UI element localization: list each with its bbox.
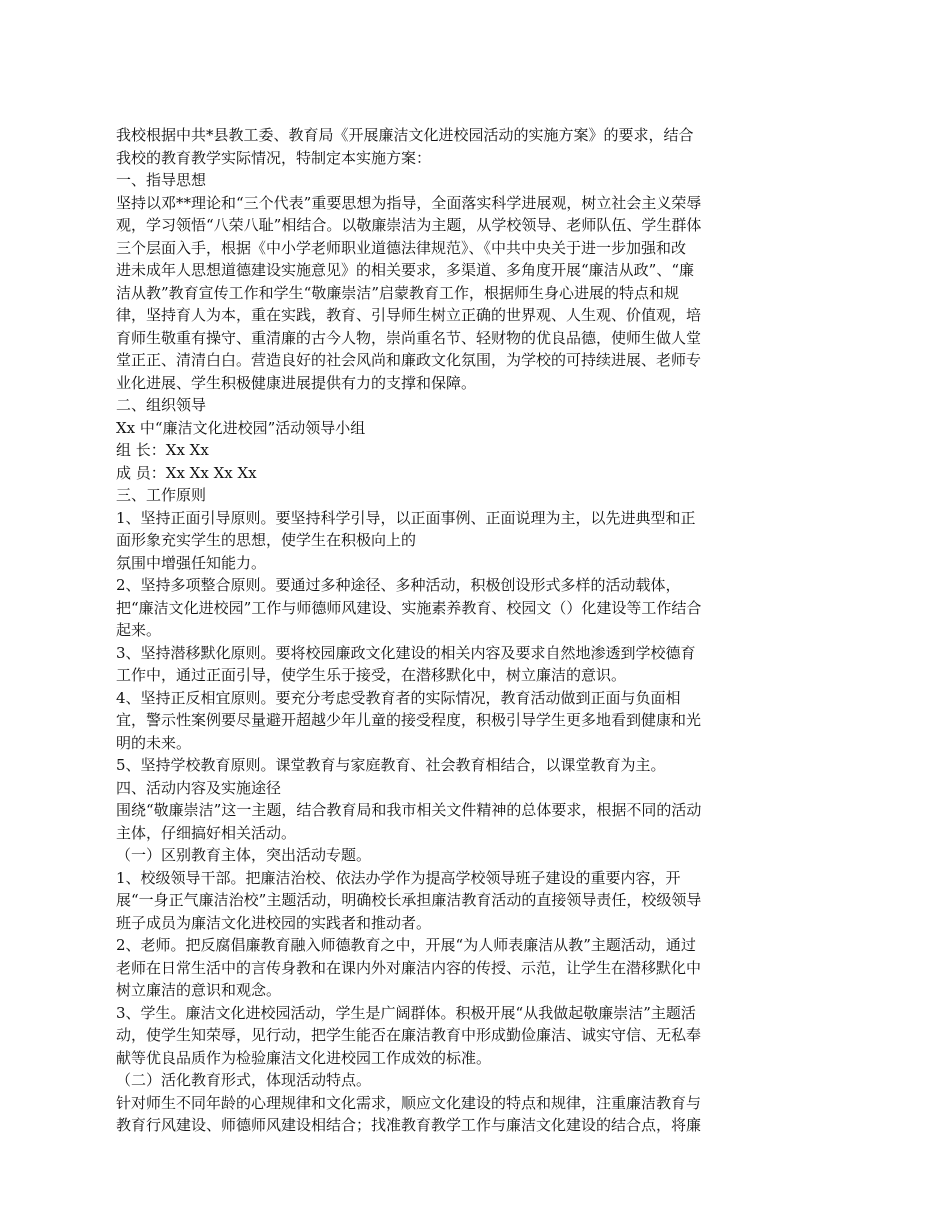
document-line: 明的未来。 bbox=[116, 733, 192, 752]
document-line: 4、坚持正反相宜原则。要充分考虑受教育者的实际情况，教育活动做到正面与负面相 bbox=[116, 688, 681, 707]
document-line: 四、活动内容及实施途径 bbox=[116, 778, 282, 797]
document-line: 宜，警示性案例要尽量避开超越少年儿童的接受程度，积极引导学生更多地看到健康和光 bbox=[116, 711, 702, 729]
document-line: 面形象充实学生的思想，使学生在积极向上的 bbox=[116, 531, 417, 549]
document-line: 5、坚持学校教育原则。课堂教育与家庭教育、社会教育相结合，以课堂教育为主。 bbox=[116, 756, 666, 774]
document-line: 工作中，通过正面引导，使学生乐于接受，在潜移默化中，树立廉洁的意识。 bbox=[116, 666, 627, 684]
document-line: 坚持以邓**理论和“三个代表”重要思想为指导，全面落实科学进展观，树立社会主义荣辱 bbox=[116, 193, 702, 212]
document-line: 2、老师。把反腐倡廉教育融入师德教育之中，开展“为人师表廉洁从教”主题活动，通过 bbox=[116, 936, 696, 954]
document-line: 起来。 bbox=[116, 621, 162, 639]
document-line: 3、学生。廉洁文化进校园活动，学生是广阔群体。积极开展“从我做起敬廉崇洁”主题活 bbox=[116, 1003, 696, 1022]
document-line: 我校的教育教学实际情况，特制定本实施方案： bbox=[116, 148, 432, 167]
document-line: 班子成员为廉洁文化进校园的实践者和推动者。 bbox=[116, 913, 432, 932]
document-line: Xx 中“廉洁文化进校园”活动领导小组 bbox=[116, 418, 366, 437]
document-line: 把“廉洁文化进校园”工作与师德师风建设、实施素养教育、校园文（）化建设等工作结合 bbox=[116, 598, 702, 617]
document-line: 我校根据中共*县教工委、教育局《开展廉洁文化进校园活动的实施方案》的要求，结合 bbox=[116, 126, 694, 144]
document-line: （二）活化教育形式，体现活动特点。 bbox=[116, 1071, 372, 1089]
document-line: 三、工作原则 bbox=[116, 486, 207, 504]
document-line: 针对师生不同年龄的心理规律和文化需求，顺应文化建设的特点和规律，注重廉洁教育与 bbox=[116, 1093, 702, 1112]
document-line: 业化进展、学生积极健康进展提供有力的支撑和保障。 bbox=[116, 373, 477, 392]
document-line: （一）区别教育主体，突出活动专题。 bbox=[116, 846, 372, 864]
document-line: 一、指导思想 bbox=[116, 171, 207, 189]
document-line: 育师生敬重有操守、重清廉的古今人物，崇尚重名节、轻财物的优良品德，使师生做人堂 bbox=[116, 328, 702, 347]
document-line: 树立廉洁的意识和观念。 bbox=[116, 981, 282, 999]
document-line: 氛围中增强任知能力。 bbox=[116, 553, 267, 572]
document-line: 教育行风建设、师德师风建设相结合；找准教育教学工作与廉洁文化建设的结合点，将廉 bbox=[116, 1116, 702, 1134]
document-line: 1、校级领导干部。把廉洁治校、依法办学作为提高学校领导班子建设的重要内容，开 bbox=[116, 868, 681, 887]
document-line: 三个层面入手，根据《中小学老师职业道德法律规范》、《中共中央关于进一步加强和改 bbox=[116, 238, 687, 257]
document-line: 1、坚持正面引导原则。要坚持科学引导，以正面事例、正面说理为主，以先进典型和正 bbox=[116, 508, 696, 527]
document-line: 老师在日常生活中的言传身教和在课内外对廉洁内容的传授、示范，让学生在潜移默化中 bbox=[116, 958, 702, 977]
document-line: 动，使学生知荣辱，见行动，把学生能否在廉洁教育中形成勤俭廉洁、诚实守信、无私奉 bbox=[116, 1026, 702, 1044]
document-line: 观，学习领悟“八荣八耻”相结合。以敬廉崇洁为主题，从学校领导、老师队伍、学生群体 bbox=[116, 216, 702, 234]
document-line: 献等优良品质作为检验廉洁文化进校园工作成效的标准。 bbox=[116, 1048, 492, 1067]
document-line: 成 员：Xx Xx Xx Xx bbox=[116, 463, 257, 482]
document-line: 主体，仔细搞好相关活动。 bbox=[116, 823, 297, 842]
document-line: 律，坚持育人为本，重在实践，教育、引导师生树立正确的世界观、人生观、价值观，培 bbox=[116, 306, 702, 324]
document-body bbox=[116, 124, 840, 1137]
document-line: 组 长：Xx Xx bbox=[116, 441, 209, 459]
document-line: 洁从教”教育宣传工作和学生“敬廉崇洁”启蒙教育工作，根据师生身心进展的特点和规 bbox=[116, 283, 680, 302]
document-line: 二、组织领导 bbox=[116, 396, 207, 414]
document-line: 堂正正、清清白白。营造良好的社会风尚和廉政文化氛围，为学校的可持续进展、老师专 bbox=[116, 351, 702, 369]
document-line: 2、坚持多项整合原则。要通过多种途径、多种活动，积极创设形式多样的活动载体， bbox=[116, 576, 681, 594]
document-line: 展“一身正气廉洁治校”主题活动，明确校长承担廉洁教育活动的直接领导责任，校级领导 bbox=[116, 891, 702, 909]
document-line: 围绕“敬廉崇洁”这一主题，结合教育局和我市相关文件精神的总体要求，根据不同的活动 bbox=[116, 801, 702, 819]
document-line: 3、坚持潜移默化原则。要将校园廉政文化建设的相关内容及要求自然地渗透到学校德育 bbox=[116, 643, 696, 662]
document-line: 进未成年人思想道德建设实施意见》的相关要求，多渠道、多角度开展“廉洁从政”、“廉 bbox=[116, 261, 695, 279]
